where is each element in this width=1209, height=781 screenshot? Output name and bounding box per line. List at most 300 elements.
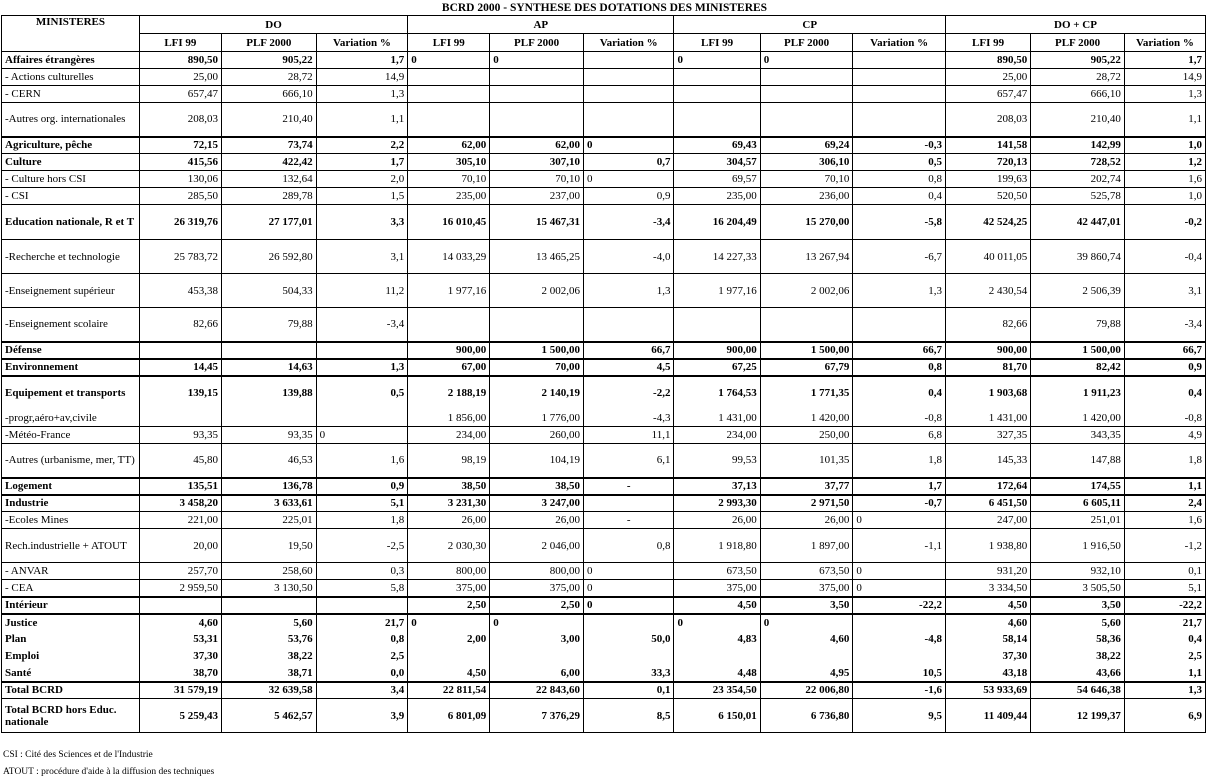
value-cell: 720,13 (945, 154, 1030, 171)
ministry-name: -progr,aéro+av,civile (2, 410, 140, 427)
variation-cell: 0 (583, 137, 674, 154)
value-cell: 0 (408, 614, 490, 631)
col-header-variation: Variation % (853, 34, 946, 52)
value-cell: 453,38 (139, 274, 221, 308)
value-cell: 16 204,49 (674, 205, 760, 240)
variation-cell: 5,1 (1124, 580, 1205, 597)
value-cell: 4,60 (760, 631, 853, 648)
value-cell: 285,50 (139, 188, 221, 205)
value-cell: 20,00 (139, 529, 221, 563)
table-row (2, 631, 1206, 648)
variation-cell: 1,6 (1124, 512, 1205, 529)
group-header-do-cp: DO + CP (945, 16, 1205, 34)
value-cell: 82,66 (945, 308, 1030, 342)
value-cell: 2 506,39 (1031, 274, 1125, 308)
value-cell: 25,00 (139, 69, 221, 86)
header-sub-row (2, 34, 1206, 52)
value-cell: 5,60 (1031, 614, 1125, 631)
ministry-name: Equipement et transports (2, 376, 140, 410)
value-cell: 81,70 (945, 359, 1030, 376)
value-cell: 1 977,16 (408, 274, 490, 308)
variation-cell: 66,7 (853, 342, 946, 359)
value-cell: 1 771,35 (760, 376, 853, 410)
value-cell: 67,25 (674, 359, 760, 376)
value-cell: 307,10 (490, 154, 584, 171)
value-cell: 38,22 (1031, 648, 1125, 665)
value-cell: 13 465,25 (490, 240, 584, 274)
variation-cell: 11,1 (583, 427, 674, 444)
value-cell: 520,50 (945, 188, 1030, 205)
variation-cell: -0,8 (853, 410, 946, 427)
value-cell: 905,22 (221, 52, 316, 69)
value-cell: 101,35 (760, 444, 853, 478)
table-row (2, 154, 1206, 171)
value-cell: 2 140,19 (490, 376, 584, 410)
value-cell: 257,70 (139, 563, 221, 580)
value-cell: 14 033,29 (408, 240, 490, 274)
value-cell: 1 911,23 (1031, 376, 1125, 410)
value-cell: 54 646,38 (1031, 682, 1125, 699)
variation-cell: -22,2 (853, 597, 946, 614)
value-cell: 208,03 (139, 103, 221, 137)
value-cell: 1 977,16 (674, 274, 760, 308)
variation-cell (853, 308, 946, 342)
value-cell: 1 776,00 (490, 410, 584, 427)
variation-cell: 0,8 (853, 171, 946, 188)
value-cell (760, 308, 853, 342)
variation-cell (583, 495, 674, 512)
col-header-variation: Variation % (1124, 34, 1205, 52)
variation-cell: -1,1 (853, 529, 946, 563)
ministry-name: -Enseignement supérieur (2, 274, 140, 308)
ministry-name: Total BCRD hors Educ. nationale (2, 699, 140, 733)
variation-cell: 21,7 (316, 614, 408, 631)
value-cell: 0 (674, 614, 760, 631)
table-row (2, 103, 1206, 137)
ministry-name: Rech.industrielle + ATOUT (2, 529, 140, 563)
variation-cell: 0 (853, 512, 946, 529)
variation-cell: -6,7 (853, 240, 946, 274)
table-row (2, 171, 1206, 188)
variation-cell: 6,9 (1124, 699, 1205, 733)
ministry-name: Justice (2, 614, 140, 631)
variation-cell: 50,0 (583, 631, 674, 648)
value-cell: 147,88 (1031, 444, 1125, 478)
value-cell (674, 69, 760, 86)
value-cell: 145,33 (945, 444, 1030, 478)
table-row (2, 188, 1206, 205)
value-cell: 1 918,80 (674, 529, 760, 563)
value-cell: 5 259,43 (139, 699, 221, 733)
header-group-row (2, 16, 1206, 34)
value-cell: 1 420,00 (1031, 410, 1125, 427)
ministry-name: Défense (2, 342, 140, 359)
variation-cell (853, 648, 946, 665)
value-cell: 237,00 (490, 188, 584, 205)
variation-cell (316, 597, 408, 614)
value-cell: 40 011,05 (945, 240, 1030, 274)
value-cell: 38,71 (221, 665, 316, 682)
value-cell: 62,00 (408, 137, 490, 154)
value-cell: 375,00 (408, 580, 490, 597)
value-cell (408, 86, 490, 103)
variation-cell: -0,7 (853, 495, 946, 512)
value-cell: 422,42 (221, 154, 316, 171)
value-cell: 67,79 (760, 359, 853, 376)
col-header-plf2000: PLF 2000 (490, 34, 584, 52)
value-cell: 93,35 (139, 427, 221, 444)
value-cell (490, 648, 584, 665)
table-row (2, 205, 1206, 240)
variation-cell: 0,9 (583, 188, 674, 205)
variation-cell: 21,7 (1124, 614, 1205, 631)
value-cell: 2 959,50 (139, 580, 221, 597)
value-cell: 2,50 (408, 597, 490, 614)
value-cell: 142,99 (1031, 137, 1125, 154)
value-cell: 5 462,57 (221, 699, 316, 733)
table-row (2, 614, 1206, 631)
variation-cell: 0 (853, 580, 946, 597)
value-cell: 673,50 (760, 563, 853, 580)
variation-cell: 2,5 (316, 648, 408, 665)
variation-cell: 0,9 (1124, 359, 1205, 376)
value-cell: 666,10 (1031, 86, 1125, 103)
value-cell: 26 319,76 (139, 205, 221, 240)
variation-cell: 1,3 (853, 274, 946, 308)
value-cell: 104,19 (490, 444, 584, 478)
value-cell: 23 354,50 (674, 682, 760, 699)
variation-cell: 1,6 (316, 444, 408, 478)
value-cell (221, 342, 316, 359)
variation-cell: 1,1 (1124, 665, 1205, 682)
variation-cell (316, 410, 408, 427)
value-cell: 504,33 (221, 274, 316, 308)
value-cell: 3,00 (490, 631, 584, 648)
variation-cell: 5,8 (316, 580, 408, 597)
value-cell: 4,83 (674, 631, 760, 648)
value-cell: 70,10 (760, 171, 853, 188)
value-cell: 343,35 (1031, 427, 1125, 444)
value-cell (760, 648, 853, 665)
ministry-name: Agriculture, pêche (2, 137, 140, 154)
value-cell: 800,00 (408, 563, 490, 580)
variation-cell: 0,5 (853, 154, 946, 171)
value-cell: 2,00 (408, 631, 490, 648)
value-cell: 305,10 (408, 154, 490, 171)
value-cell: 31 579,19 (139, 682, 221, 699)
value-cell: 1 500,00 (490, 342, 584, 359)
value-cell: 7 376,29 (490, 699, 584, 733)
value-cell: 234,00 (674, 427, 760, 444)
group-header-cp: CP (674, 16, 946, 34)
value-cell: 236,00 (760, 188, 853, 205)
variation-cell: 6,8 (853, 427, 946, 444)
value-cell: 26 592,80 (221, 240, 316, 274)
value-cell: 235,00 (674, 188, 760, 205)
ministry-name: - CERN (2, 86, 140, 103)
value-cell: 14,63 (221, 359, 316, 376)
variation-cell: 0,5 (316, 376, 408, 410)
value-cell: 931,20 (945, 563, 1030, 580)
table-row (2, 580, 1206, 597)
variation-cell: 0,4 (853, 188, 946, 205)
value-cell: 905,22 (1031, 52, 1125, 69)
variation-cell: 0 (853, 563, 946, 580)
variation-cell: 4,9 (1124, 427, 1205, 444)
value-cell: 27 177,01 (221, 205, 316, 240)
value-cell: 327,35 (945, 427, 1030, 444)
value-cell: 26,00 (760, 512, 853, 529)
value-cell: 250,00 (760, 427, 853, 444)
value-cell: 45,80 (139, 444, 221, 478)
col-header-plf2000: PLF 2000 (760, 34, 853, 52)
variation-cell: 66,7 (1124, 342, 1205, 359)
value-cell: 6 451,50 (945, 495, 1030, 512)
value-cell: 25,00 (945, 69, 1030, 86)
table-row (2, 359, 1206, 376)
value-cell (490, 86, 584, 103)
value-cell: 221,00 (139, 512, 221, 529)
ministry-name: -Autres org. internationales (2, 103, 140, 137)
value-cell: 2 188,19 (408, 376, 490, 410)
variation-cell: 1,1 (316, 103, 408, 137)
variation-cell: -2,2 (583, 376, 674, 410)
variation-cell: 2,0 (316, 171, 408, 188)
variation-cell: 1,1 (1124, 478, 1205, 495)
variation-cell: 3,1 (316, 240, 408, 274)
value-cell: 900,00 (674, 342, 760, 359)
variation-cell: -3,4 (583, 205, 674, 240)
value-cell: 1 431,00 (674, 410, 760, 427)
variation-cell (853, 103, 946, 137)
col-header-plf2000: PLF 2000 (221, 34, 316, 52)
variation-cell: 3,9 (316, 699, 408, 733)
variation-cell: 0,1 (1124, 563, 1205, 580)
ministry-name: -Autres (urbanisme, mer, TT) (2, 444, 140, 478)
table-row (2, 495, 1206, 512)
variation-cell: 1,3 (583, 274, 674, 308)
value-cell: 42 447,01 (1031, 205, 1125, 240)
value-cell: 3 130,50 (221, 580, 316, 597)
value-cell: 62,00 (490, 137, 584, 154)
variation-cell: 0,9 (316, 478, 408, 495)
value-cell: 2 430,54 (945, 274, 1030, 308)
value-cell: 1 916,50 (1031, 529, 1125, 563)
variation-cell: 1,0 (1124, 188, 1205, 205)
variation-cell: 1,7 (316, 154, 408, 171)
variation-cell (583, 69, 674, 86)
variation-cell: 14,9 (316, 69, 408, 86)
ministry-name: -Enseignement scolaire (2, 308, 140, 342)
table-row (2, 342, 1206, 359)
value-cell: 1 903,68 (945, 376, 1030, 410)
value-cell: 210,40 (1031, 103, 1125, 137)
table-row (2, 240, 1206, 274)
value-cell: 234,00 (408, 427, 490, 444)
value-cell: 0 (490, 52, 584, 69)
variation-cell: 0,0 (316, 665, 408, 682)
variation-cell: 1,0 (1124, 137, 1205, 154)
value-cell: 4,50 (945, 597, 1030, 614)
variation-cell: -0,3 (853, 137, 946, 154)
variation-cell: 0 (583, 171, 674, 188)
variation-cell: 1,5 (316, 188, 408, 205)
value-cell: 99,53 (674, 444, 760, 478)
value-cell: 5,60 (221, 614, 316, 631)
variation-cell: 1,8 (316, 512, 408, 529)
variation-cell: 3,1 (1124, 274, 1205, 308)
ministry-name: Intérieur (2, 597, 140, 614)
ministry-name: Affaires étrangères (2, 52, 140, 69)
variation-cell (583, 86, 674, 103)
table-row (2, 529, 1206, 563)
value-cell: 375,00 (674, 580, 760, 597)
value-cell: 37,30 (945, 648, 1030, 665)
value-cell: 70,00 (490, 359, 584, 376)
variation-cell: 0,4 (1124, 631, 1205, 648)
value-cell: 43,66 (1031, 665, 1125, 682)
variation-cell: 3,3 (316, 205, 408, 240)
variation-cell: 2,4 (1124, 495, 1205, 512)
value-cell: 79,88 (221, 308, 316, 342)
ministry-name: Culture (2, 154, 140, 171)
value-cell: 58,36 (1031, 631, 1125, 648)
value-cell: 1 500,00 (760, 342, 853, 359)
variation-cell (853, 614, 946, 631)
variation-cell (316, 342, 408, 359)
variation-cell: 1,7 (853, 478, 946, 495)
variation-cell: 6,1 (583, 444, 674, 478)
value-cell: 235,00 (408, 188, 490, 205)
variation-cell: 0,4 (1124, 376, 1205, 410)
value-cell: 0 (674, 52, 760, 69)
value-cell: 53 933,69 (945, 682, 1030, 699)
value-cell: 890,50 (139, 52, 221, 69)
value-cell: 46,53 (221, 444, 316, 478)
value-cell: 38,22 (221, 648, 316, 665)
value-cell: 1 897,00 (760, 529, 853, 563)
value-cell: 199,63 (945, 171, 1030, 188)
value-cell: 210,40 (221, 103, 316, 137)
variation-cell: 0 (583, 563, 674, 580)
table-row (2, 274, 1206, 308)
table-row (2, 563, 1206, 580)
col-header-variation: Variation % (316, 34, 408, 52)
variation-cell: 1,6 (1124, 171, 1205, 188)
value-cell: 260,00 (490, 427, 584, 444)
group-header-ap: AP (408, 16, 674, 34)
value-cell: 141,58 (945, 137, 1030, 154)
value-cell: 0 (760, 614, 853, 631)
value-cell: 1 764,53 (674, 376, 760, 410)
table-row (2, 682, 1206, 699)
value-cell: 53,31 (139, 631, 221, 648)
value-cell: 2 002,06 (760, 274, 853, 308)
value-cell: 932,10 (1031, 563, 1125, 580)
variation-cell: 8,5 (583, 699, 674, 733)
value-cell: 172,64 (945, 478, 1030, 495)
value-cell: 2 971,50 (760, 495, 853, 512)
variation-cell: 2,5 (1124, 648, 1205, 665)
value-cell: 70,10 (490, 171, 584, 188)
value-cell: 6 736,80 (760, 699, 853, 733)
variation-cell: -4,0 (583, 240, 674, 274)
value-cell: 657,47 (139, 86, 221, 103)
value-cell: 666,10 (221, 86, 316, 103)
table-row (2, 699, 1206, 733)
ministry-name: -Météo-France (2, 427, 140, 444)
variation-cell: -0,8 (1124, 410, 1205, 427)
variation-cell: -5,8 (853, 205, 946, 240)
variation-cell: -3,4 (316, 308, 408, 342)
value-cell: 0 (760, 52, 853, 69)
variation-cell (853, 69, 946, 86)
variation-cell: 33,3 (583, 665, 674, 682)
value-cell: 900,00 (945, 342, 1030, 359)
value-cell: 0 (408, 52, 490, 69)
value-cell: 19,50 (221, 529, 316, 563)
value-cell: 3 334,50 (945, 580, 1030, 597)
value-cell: 306,10 (760, 154, 853, 171)
variation-cell: -3,4 (1124, 308, 1205, 342)
value-cell: 26,00 (674, 512, 760, 529)
value-cell: 900,00 (408, 342, 490, 359)
value-cell: 258,60 (221, 563, 316, 580)
ministry-name: Logement (2, 478, 140, 495)
value-cell: 16 010,45 (408, 205, 490, 240)
value-cell: 69,43 (674, 137, 760, 154)
value-cell: 15 467,31 (490, 205, 584, 240)
value-cell (760, 86, 853, 103)
value-cell: 67,00 (408, 359, 490, 376)
table-row (2, 308, 1206, 342)
budget-table (1, 15, 1206, 733)
value-cell: 3 458,20 (139, 495, 221, 512)
value-cell: 251,01 (1031, 512, 1125, 529)
value-cell: 375,00 (490, 580, 584, 597)
value-cell: 132,64 (221, 171, 316, 188)
value-cell: 1 420,00 (760, 410, 853, 427)
variation-cell: 66,7 (583, 342, 674, 359)
value-cell: 37,30 (139, 648, 221, 665)
value-cell: 37,13 (674, 478, 760, 495)
value-cell: 3,50 (1031, 597, 1125, 614)
table-row (2, 512, 1206, 529)
footnote-atout: ATOUT : procédure d'aide à la diffusion des techniques (3, 767, 215, 777)
variation-cell: -0,4 (1124, 240, 1205, 274)
value-cell: 37,77 (760, 478, 853, 495)
value-cell: 42 524,25 (945, 205, 1030, 240)
value-cell: 12 199,37 (1031, 699, 1125, 733)
value-cell: 3 231,30 (408, 495, 490, 512)
value-cell: 14 227,33 (674, 240, 760, 274)
value-cell: 136,78 (221, 478, 316, 495)
variation-cell (583, 52, 674, 69)
value-cell: 69,57 (674, 171, 760, 188)
variation-cell: 1,3 (316, 359, 408, 376)
value-cell: 415,56 (139, 154, 221, 171)
value-cell: 98,19 (408, 444, 490, 478)
value-cell: 70,10 (408, 171, 490, 188)
variation-cell: 0 (316, 427, 408, 444)
variation-cell: 9,5 (853, 699, 946, 733)
value-cell: 43,18 (945, 665, 1030, 682)
value-cell: 800,00 (490, 563, 584, 580)
value-cell: 202,74 (1031, 171, 1125, 188)
table-row (2, 665, 1206, 682)
value-cell (490, 103, 584, 137)
value-cell: 139,15 (139, 376, 221, 410)
